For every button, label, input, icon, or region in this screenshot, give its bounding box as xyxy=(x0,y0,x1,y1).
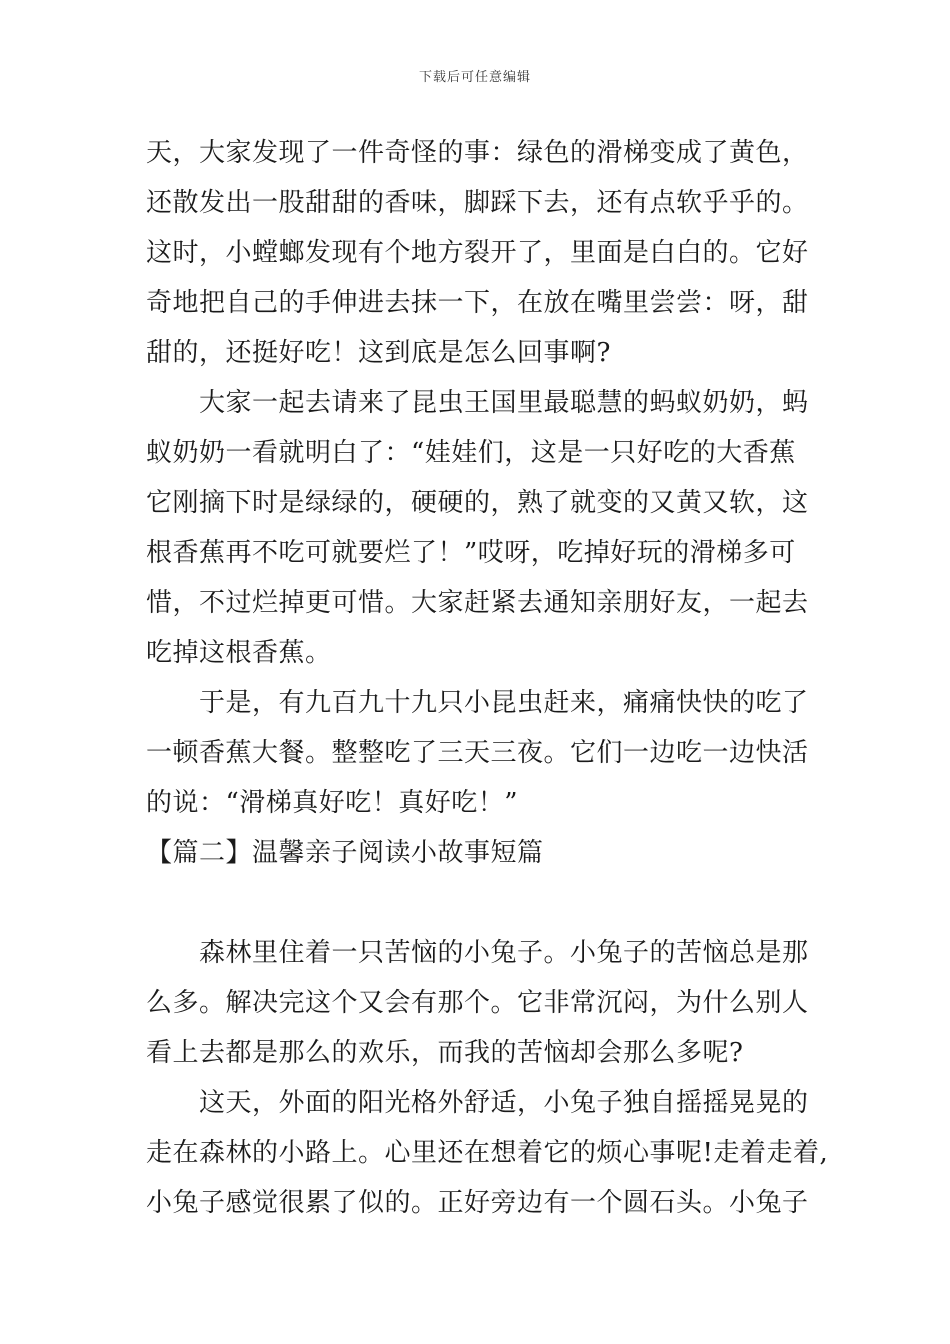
text-line: 惜，不过烂掉更可惜。大家赶紧去通知亲朋好友，一起去 xyxy=(146,588,809,618)
paragraph-start-line: 于是，有九百九十九只小昆虫赶来，痛痛快快的吃了 xyxy=(146,688,809,718)
text-line: 天，大家发现了一件奇怪的事：绿色的滑梯变成了黄色， xyxy=(146,138,809,168)
section-heading: 【篇二】温馨亲子阅读小故事短篇 xyxy=(146,838,544,868)
text-line: 奇地把自己的手伸进去抹一下，在放在嘴里尝尝：呀，甜 xyxy=(146,288,809,318)
paragraph-start-line: 这天，外面的阳光格外舒适，小兔子独自摇摇晃晃的 xyxy=(146,1088,809,1118)
paragraph-start-line: 森林里住着一只苦恼的小兔子。小兔子的苦恼总是那 xyxy=(146,938,809,968)
text-line: 走在森林的小路上。心里还在想着它的烦心事呢!走着走着, xyxy=(146,1138,829,1168)
text-line: 小兔子感觉很累了似的。正好旁边有一个圆石头。小兔子 xyxy=(146,1188,809,1218)
text-line: 的说：“滑梯真好吃！真好吃！” xyxy=(146,788,519,818)
text-line: 还散发出一股甜甜的香味，脚踩下去，还有点软乎乎的。 xyxy=(146,188,809,218)
text-line: 这时，小螳螂发现有个地方裂开了，里面是白白的。它好 xyxy=(146,238,809,268)
text-line: 甜的，还挺好吃！这到底是怎么回事啊? xyxy=(146,338,611,368)
paragraph-start-line: 大家一起去请来了昆虫王国里最聪慧的蚂蚁奶奶，蚂 xyxy=(146,388,809,418)
text-line: 一顿香蕉大餐。整整吃了三天三夜。它们一边吃一边快活 xyxy=(146,738,809,768)
text-line: 看上去都是那么的欢乐，而我的苦恼却会那么多呢? xyxy=(146,1038,744,1068)
document-body xyxy=(146,128,836,1228)
text-line: 它刚摘下时是绿绿的，硬硬的，熟了就变的又黄又软，这 xyxy=(146,488,809,518)
text-line: 么多。解决完这个又会有那个。它非常沉闷，为什么别人 xyxy=(146,988,809,1018)
text-line: 根香蕉再不吃可就要烂了！”哎呀，吃掉好玩的滑梯多可 xyxy=(146,538,796,568)
blank-line xyxy=(146,878,836,928)
page-header: 下载后可任意编辑 xyxy=(418,70,531,85)
text-line: 蚁奶奶一看就明白了：“娃娃们，这是一只好吃的大香蕉 xyxy=(146,438,796,468)
text-line: 吃掉这根香蕉。 xyxy=(146,638,332,668)
